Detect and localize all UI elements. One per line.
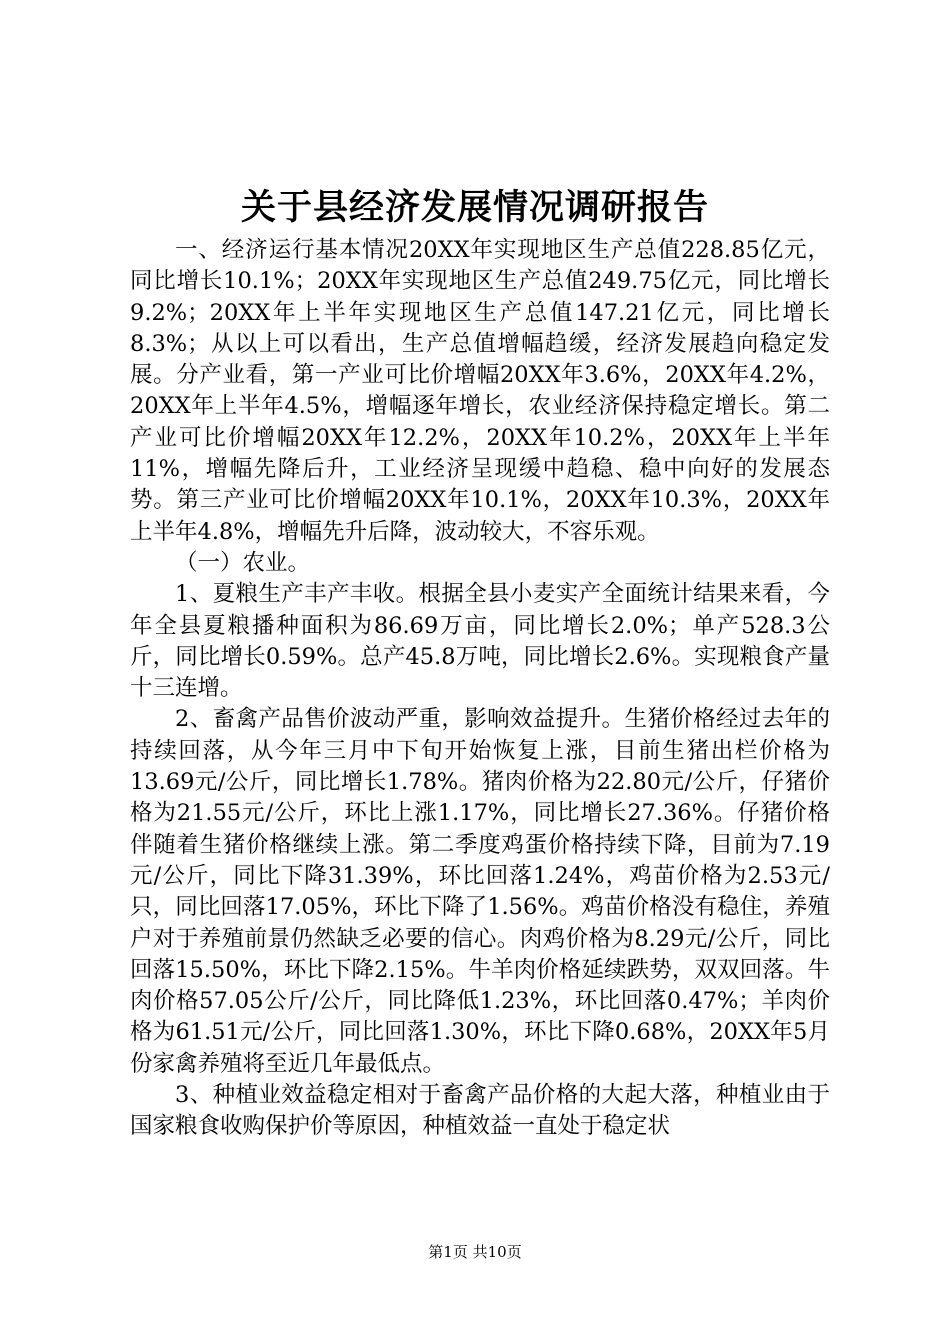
document-body xyxy=(130,235,830,1143)
page-footer xyxy=(0,1242,950,1262)
document-title: 关于县经济发展情况调研报告 xyxy=(240,188,709,228)
paragraph-planting-benefits: 3、种植业效益稳定相对于畜禽产品价格的大起大落，种植业由于国家粮食收购保护价等原因，种植效益一直处于稳定状 xyxy=(130,1082,830,1140)
paragraph-summer-grain: 1、夏粮生产丰产丰收。根据全县小麦实产全面统计结果来看，今年全县夏粮播种面积为86.69万亩，同比增长2.0%；单产528.3公斤，同比增长0.59%。总产45.8万吨，同比增长2.6%。实现粮食产量十三连增。 xyxy=(130,581,830,702)
section-heading-agriculture: （一）农业。 xyxy=(175,549,311,576)
page-total: 共10页 xyxy=(472,1243,522,1261)
paragraph-livestock-prices: 2、畜禽产品售价波动严重，影响效益提升。生猪价格经过去年的持续回落，从今年三月中下旬开始恢复上涨，目前生猪出栏价格为13.69元/公斤，同比增长1.78%。猪肉价格为22.80元/公斤，仔猪价格为21.55元/公斤，环比上涨1.17%，同比增长27.36%。仔猪价格伴随着生猪价格继续上涨。第二季度鸡蛋价格持续下降，目前为7.19元/公斤，同比下降31.39%，环比回落1.24%，鸡苗价格为2.53元/只，同比回落17.05%，环比下降了1.56%。鸡苗价格没有稳住，养殖户对于养殖前景仍然缺乏必要的信心。肉鸡价格为8.29元/公斤，同比回落15.50%，环比下降2.15%。牛羊肉价格延续跌势，双双回落。牛肉价格57.05公斤/公斤，同比降低1.23%，环比回落0.47%；羊肉价格为61.51元/公斤，同比回落1.30%，环比下降0.68%，20XX年5月份家禽养殖将至近几年最低点。 xyxy=(130,706,830,1077)
paragraph-economic-overview: 一、经济运行基本情况20XX年实现地区生产总值228.85亿元，同比增长10.1%；20XX年实现地区生产总值249.75亿元，同比增长9.2%；20XX年上半年实现地区生产总值147.21亿元，同比增长8.3%；从以上可以看出，生产总值增幅趋缓，经济发展趋向稳定发展。分产业看，第一产业可比价增幅20XX年3.6%，20XX年4.2%，20XX年上半年4.5%，增幅逐年增长，农业经济保持稳定增长。第二产业可比价增幅20XX年12.2%，20XX年10.2%，20XX年上半年11%，增幅先降后升，工业经济呈现缓中趋稳、稳中向好的发展态势。第三产业可比价增幅20XX年10.1%，20XX年10.3%，20XX年上半年4.8%，增幅先升后降，波动较大，不容乐观。 xyxy=(130,237,830,545)
page-number: 第1页 xyxy=(428,1243,468,1261)
